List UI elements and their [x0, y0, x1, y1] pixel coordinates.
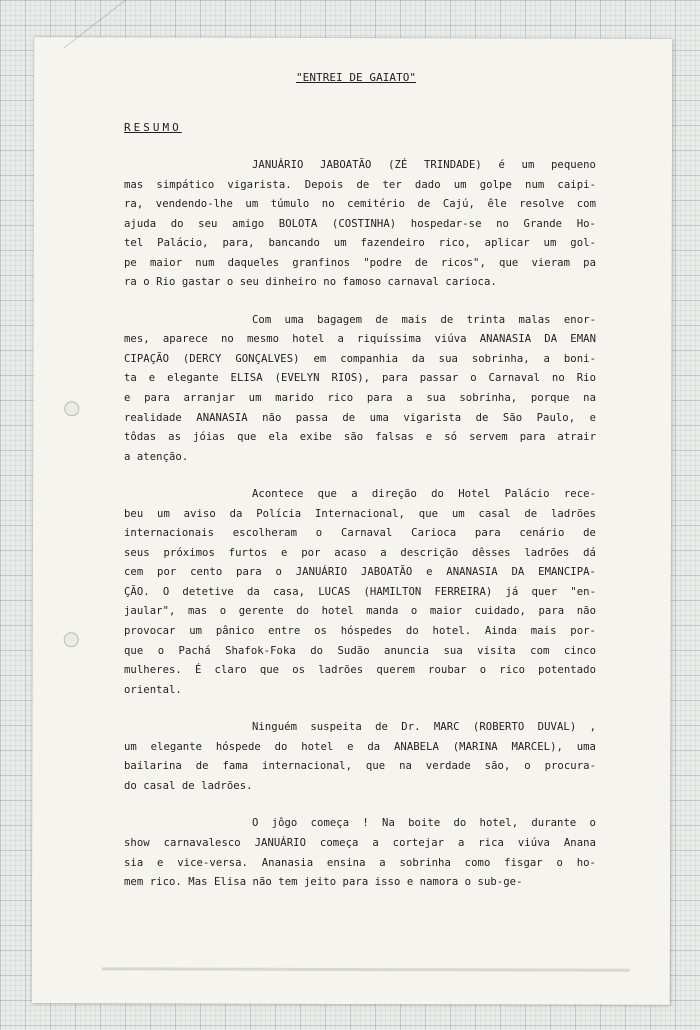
text-line: O jôgo começa ! Na boite do hotel, durante o	[252, 817, 596, 830]
document-title: "ENTREI DE GAIATO"	[296, 71, 417, 84]
text-line: cem por cento para o JANUÁRIO JABOATÃO e ANANASIA DA EMANCIPA-	[124, 566, 596, 579]
text-line: provocar um pânico entre os hóspedes do hotel. Ainda mais por-	[124, 625, 596, 638]
text-line: mes, aparece no mesmo hotel a riquíssima viúva ANANASIA DA EMAN	[124, 333, 596, 346]
text-line: tel Palácio, para, bancando um fazendeiro rico, aplicar um gol-	[124, 237, 596, 250]
text-line: que o Pachá Shafok-Foka do Sudão anuncia sua visita com cinco	[124, 644, 596, 657]
text-line: a atenção.	[124, 450, 189, 463]
text-line: ta e elegante ELISA (EVELYN RIOS), para passar o Carnaval no Rio	[124, 372, 596, 385]
paragraph	[124, 814, 596, 892]
text-line: do casal de ladrões.	[124, 779, 253, 792]
text-line: Com uma bagagem de mais de trinta malas enor-	[252, 313, 596, 326]
text-line: ajuda do seu amigo BOLOTA (COSTINHA) hospedar-se no Grande Ho-	[124, 217, 596, 230]
paragraph	[124, 156, 596, 293]
document-body	[124, 70, 596, 893]
text-line: realidade ANANASIA não passa de uma vigarista de São Paulo, e	[124, 411, 596, 424]
text-line: oriental.	[124, 683, 182, 696]
paragraph	[124, 485, 596, 700]
section-heading: RESUMO	[124, 121, 182, 134]
text-line: ÇÃO. O detetive da casa, LUCAS (HAMILTON FERREIRA) já quer "en-	[124, 585, 596, 598]
text-line: Acontece que a direção do Hotel Palácio rece-	[252, 488, 596, 501]
paragraph	[124, 311, 596, 467]
text-line: seus próximos furtos e por acaso a descrição dêsses ladrões dá	[124, 546, 596, 559]
text-line: jaular", mas o gerente do hotel manda o maior cuidado, para não	[124, 605, 596, 618]
text-line: mem rico. Mas Elisa não tem jeito para isso e namora o sub-ge-	[124, 876, 523, 889]
text-line: show carnavalesco JANUÁRIO começa a cortejar a rica viúva Anana	[124, 836, 596, 849]
text-line: mas simpático vigarista. Depois de ter dado um golpe num caipi-	[124, 178, 596, 191]
synopsis-text	[124, 156, 596, 893]
text-line: um elegante hóspede do hotel e da ANABELA (MARINA MARCEL), uma	[124, 740, 596, 753]
text-line: sia e vice-versa. Ananasia ensina a sobrinha como fisgar o ho-	[124, 856, 596, 869]
paragraph	[124, 718, 596, 796]
text-line: pe maior num daqueles granfinos "podre de ricos", que vieram pa	[124, 256, 596, 269]
text-line: ra o Rio gastar o seu dinheiro no famoso carnaval carioca.	[124, 276, 497, 289]
text-line: Ninguém suspeita de Dr. MARC (ROBERTO DUVAL) ,	[252, 721, 596, 734]
paper-fold-crease	[64, 0, 191, 48]
text-line: CIPAÇÃO (DERCY GONÇALVES) em companhia da sua sobrinha, a boni-	[124, 352, 596, 365]
punch-hole	[64, 632, 79, 647]
punch-hole	[64, 401, 79, 416]
text-line: internacionais escolheram o Carnaval Carioca para cenário de	[124, 527, 596, 540]
paper-overlap-shadow	[102, 967, 630, 971]
text-line: ra, vendendo-lhe um túmulo no cemitério de Cajú, êle resolve com	[124, 198, 596, 211]
text-line: beu um aviso da Polícia Internacional, que um casal de ladrões	[124, 507, 596, 520]
text-line: mulheres. É claro que os ladrões querem roubar o rico potentado	[124, 664, 596, 677]
text-line: bailarina de fama internacional, que na verdade são, o procura-	[124, 760, 596, 773]
text-line: tôdas as jóias que ela exibe são falsas e só servem para atrair	[124, 431, 596, 444]
text-line: e para arranjar um marido rico para a sua sobrinha, porque na	[124, 392, 596, 405]
text-line: JANUÁRIO JABOATÃO (ZÉ TRINDADE) é um pequeno	[252, 159, 596, 171]
